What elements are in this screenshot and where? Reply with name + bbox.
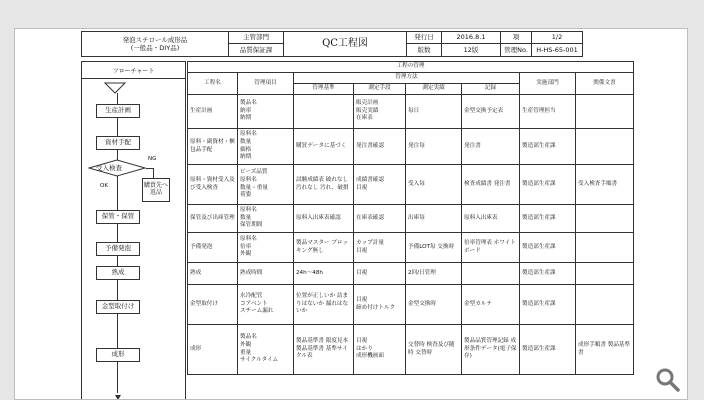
item-cell: [238, 233, 294, 263]
freq-cell: [406, 95, 462, 129]
freq-cell: [406, 165, 462, 205]
col-process-header: 工程名: [188, 73, 238, 95]
dept-cell: [520, 325, 576, 375]
freq-cell-text: 予備LOT毎 交換時: [408, 243, 455, 250]
item-cell-line: 熟成時間: [240, 269, 263, 276]
record-cell-text: 発注書: [464, 142, 481, 149]
dept-cell-text: 製造部生産課: [522, 142, 556, 149]
doc-cell: [576, 165, 634, 205]
control-no-label: 管理No.: [500, 43, 532, 57]
dept-cell: [520, 165, 576, 205]
item-cell-line: 水冷配管: [240, 293, 263, 300]
standard-cell-text: 試験成績表 破れなし 汚れなし 汚れ、破損: [296, 176, 349, 191]
return-to-supplier-box: 購買先へ返品: [142, 178, 170, 202]
table-row: [188, 205, 634, 233]
dept-cell-text: 製造部生産課: [522, 269, 556, 276]
item-cell-line: ビーズ品質: [240, 169, 268, 176]
sub-measure-header: 測定手段: [354, 84, 406, 95]
record-cell: [462, 205, 520, 233]
flow-step-prefoam: 予備発泡: [96, 242, 140, 256]
item-cell: [238, 205, 294, 233]
item-cell-line: コアベント: [240, 300, 268, 307]
standard-cell-text: 製品マスター ブロッキング無し: [296, 239, 349, 254]
standard-cell: [294, 129, 354, 165]
standard-cell: [294, 165, 354, 205]
measure-cell-line: カップ計量: [356, 239, 384, 246]
product-name-cell: [81, 31, 229, 57]
flowchart-header: フローチャート: [82, 62, 185, 79]
dept-cell-text: 製造部生産課: [522, 300, 556, 307]
record-cell: [462, 165, 520, 205]
standard-cell: [294, 325, 354, 375]
col-item-header: 管理項目: [238, 73, 294, 95]
item-cell-line: 原料名: [240, 131, 257, 138]
process-cell: [188, 129, 238, 165]
record-cell-text: 検査成績書 発注書: [464, 180, 511, 187]
standard-cell-text: 位置が正しいか 詰まりはないか 漏れはないか: [296, 293, 349, 315]
freq-cell: [406, 129, 462, 165]
sub-standard-header: 管理基準: [294, 84, 354, 95]
col-doc-header: 関係文書: [576, 73, 634, 95]
freq-cell-text: 発注毎: [408, 142, 425, 149]
product-name: 発泡スチロール成形品: [122, 35, 188, 44]
freq-cell-text: 毎日: [408, 107, 420, 114]
revision-value: 12版: [441, 43, 501, 57]
document-header: [15, 29, 687, 55]
dept-cell-text: 製造部生産課: [522, 180, 556, 187]
sub-record-header: 記録: [462, 84, 520, 95]
measure-cell-line: 販売計画: [356, 100, 379, 107]
item-cell: [238, 263, 294, 285]
flow-step-aging: 熟成: [96, 266, 140, 280]
item-cell-line: スチーム漏れ: [240, 308, 274, 315]
table-row: [188, 263, 634, 285]
process-cell: [188, 205, 238, 233]
measure-cell-line: 目視: [356, 269, 368, 276]
magnify-icon[interactable]: [655, 367, 681, 393]
col-dept-header: 実施部門: [520, 73, 576, 95]
record-cell-text: 金型カルテ: [464, 300, 492, 307]
issue-date: 2016.8.1: [441, 31, 501, 44]
measure-cell: [354, 285, 406, 325]
record-cell-text: 倍率管理表 ホワイトボード: [464, 239, 516, 254]
standard-cell-text: 製品基準書 限度見本 製品基準書 基準サイクル表: [296, 338, 349, 360]
standard-cell-text: 原料入出庫表確認: [296, 214, 341, 221]
freq-cell: [406, 205, 462, 233]
flow-step-inspection: 受入検査: [96, 164, 122, 172]
table-row: [188, 95, 634, 129]
dept-cell: [520, 233, 576, 263]
doc-cell: [576, 285, 634, 325]
freq-cell-text: 2回/日管理: [408, 269, 436, 276]
measure-cell-line: 在庫表確認: [356, 214, 384, 221]
doc-cell: [576, 263, 634, 285]
flow-step-molding: 成形: [96, 348, 140, 362]
sub-freq-header: 測定実績: [406, 84, 462, 95]
item-cell-line: 原料名: [240, 176, 257, 183]
measure-cell-line: 成績書確認: [356, 176, 384, 183]
col-method-header: 管理方法: [294, 73, 520, 84]
item-cell: [238, 325, 294, 375]
process-cell-text: 金型取付け: [190, 300, 218, 307]
flow-step-mold: 金型取付け: [96, 300, 140, 314]
item-cell-line: 数量・重量: [240, 184, 268, 191]
doc-cell: [576, 205, 634, 233]
dept-cell-text: 製造部生産課: [522, 214, 556, 221]
standard-cell: [294, 95, 354, 129]
table-row: [188, 325, 634, 375]
doc-cell: [576, 233, 634, 263]
process-cell-text: 保管及び出庫管理: [190, 214, 235, 221]
freq-cell-text: 交替時 検査及び随時 交替時: [408, 341, 455, 356]
measure-cell-line: 目視: [356, 247, 368, 254]
process-cell: [188, 263, 238, 285]
process-cell: [188, 165, 238, 205]
item-cell: [238, 95, 294, 129]
measure-cell-line: 締め付けトルク: [356, 304, 396, 311]
document-title: QC工程図: [283, 31, 407, 57]
flow-step-storage: 保管・保管: [96, 210, 140, 224]
flow-step-plan: 生産計画: [96, 104, 140, 118]
standard-cell: [294, 233, 354, 263]
record-cell: [462, 233, 520, 263]
item-cell-line: 製品名: [240, 100, 257, 107]
measure-cell-line: 目視: [356, 184, 368, 191]
record-cell: [462, 95, 520, 129]
dept-cell: [520, 285, 576, 325]
dept-head-label: 主管部門: [228, 31, 284, 44]
start-triangle-icon: [104, 82, 126, 94]
freq-cell-text: 金型交換時: [408, 300, 436, 307]
item-cell-line: 外観: [240, 341, 252, 348]
item-cell-line: 数量: [240, 214, 252, 221]
table-row: [188, 129, 634, 165]
process-cell: [188, 95, 238, 129]
record-cell: [462, 325, 520, 375]
process-cell-text: 熟成: [190, 269, 202, 276]
freq-cell: [406, 233, 462, 263]
process-cell-text: 生産計画: [190, 107, 213, 114]
process-cell: [188, 325, 238, 375]
record-cell-text: 製品品質管理記録 成形条件データ(電子保存): [464, 338, 517, 360]
item-cell-line: 原料名: [240, 207, 257, 214]
item-cell-line: 数量: [240, 138, 252, 145]
doc-cell-text: 成形手順書 製品基準書: [578, 341, 631, 356]
dept-cell: [520, 95, 576, 129]
measure-cell: [354, 263, 406, 285]
document-sheet: [14, 28, 688, 400]
item-cell-line: 納期: [240, 154, 252, 161]
record-cell-text: 原料入出庫表: [464, 214, 498, 221]
measure-cell-line: 販売実績: [356, 107, 379, 114]
dept-cell: [520, 263, 576, 285]
page-number: 1/2: [531, 31, 583, 44]
process-cell: [188, 285, 238, 325]
item-cell-line: 価格: [240, 146, 252, 153]
issue-date-label: 発行日: [406, 31, 442, 44]
doc-cell-text: 受入検査手順書: [578, 180, 618, 187]
measure-cell-line: 在庫表: [356, 115, 373, 122]
process-cell-text: 成形: [190, 345, 202, 352]
item-cell-line: 荷姿: [240, 192, 252, 199]
measure-cell: [354, 129, 406, 165]
item-cell-line: 保管期間: [240, 222, 263, 229]
freq-cell: [406, 325, 462, 375]
item-cell-line: 納期: [240, 115, 252, 122]
record-cell: [462, 285, 520, 325]
item-cell-line: サイクルタイム: [240, 357, 279, 364]
measure-cell: [354, 95, 406, 129]
dept-cell-text: 製造部生産課: [522, 345, 556, 352]
dept-cell: [520, 129, 576, 165]
doc-cell: [576, 325, 634, 375]
doc-cell: [576, 95, 634, 129]
flowchart-column: [81, 61, 186, 400]
dept-cell: [520, 205, 576, 233]
item-cell-line: 製品名: [240, 334, 257, 341]
page-label: 項: [500, 31, 532, 44]
process-cell: [188, 233, 238, 263]
item-cell-line: 重量: [240, 349, 252, 356]
item-cell-line: 外観: [240, 251, 252, 258]
product-subtitle: (一般品・DIY品): [130, 44, 180, 52]
standard-cell-text: 購買データに基づく: [296, 142, 347, 149]
table-row: [188, 165, 634, 205]
standard-cell: [294, 205, 354, 233]
record-cell-text: 金型交換予定表: [464, 107, 504, 114]
flow-arrow-icon: [115, 395, 121, 400]
process-cell-text: 予備発泡: [190, 243, 213, 250]
freq-cell: [406, 263, 462, 285]
ok-label: OK: [100, 183, 108, 189]
measure-cell-line: はかり: [356, 345, 373, 352]
standard-cell: [294, 285, 354, 325]
table-row: [188, 233, 634, 263]
table-header-top: 工程の管理: [188, 62, 634, 73]
measure-cell-line: 発注書確認: [356, 142, 384, 149]
dept-cell-text: 製造部生産課: [522, 243, 556, 250]
dept-name: 品質保証課: [228, 43, 284, 57]
standard-cell-text: 24h〜48h: [296, 269, 323, 276]
freq-cell-text: 出庫毎: [408, 214, 425, 221]
item-cell-line: 原料名: [240, 236, 257, 243]
measure-cell-line: 成形機画面: [356, 353, 384, 360]
process-cell-text: 原料・資材受入及び受入検査: [190, 176, 235, 191]
freq-cell: [406, 285, 462, 325]
item-cell-line: 倍率: [240, 243, 252, 250]
ng-label: NG: [148, 156, 157, 162]
item-cell-line: 納率: [240, 107, 252, 114]
measure-cell-line: 目視: [356, 338, 368, 345]
process-cell-text: 原料・副資材・梱包品手配: [190, 138, 235, 153]
dept-cell-text: 生産管理担当: [522, 107, 556, 114]
table-row: [188, 285, 634, 325]
doc-cell: [576, 129, 634, 165]
control-no: H-HS-65-001: [531, 43, 583, 57]
flow-step-order: 資材手配: [96, 136, 140, 150]
measure-cell-line: 目視: [356, 296, 368, 303]
revision-label: 版数: [406, 43, 442, 57]
freq-cell-text: 受入毎: [408, 180, 425, 187]
measure-cell: [354, 205, 406, 233]
qc-process-table: [187, 61, 634, 375]
item-cell: [238, 129, 294, 165]
item-cell: [238, 165, 294, 205]
measure-cell: [354, 233, 406, 263]
standard-cell: [294, 263, 354, 285]
record-cell: [462, 263, 520, 285]
item-cell: [238, 285, 294, 325]
measure-cell: [354, 165, 406, 205]
measure-cell: [354, 325, 406, 375]
record-cell: [462, 129, 520, 165]
